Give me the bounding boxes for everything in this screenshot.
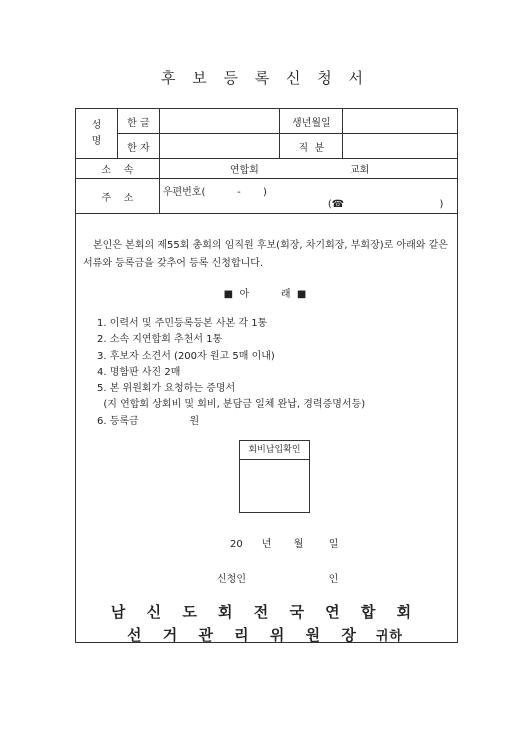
list-item: 2. 소속 지연합회 추천서 1통 (97, 334, 223, 346)
below-heading: ■ 아 래 ■ (223, 289, 307, 300)
hangul-label: 한 글 (117, 109, 159, 134)
federation-label: 연합회 (229, 165, 259, 176)
list-item: 6. 등록금 원 (97, 415, 200, 427)
position-field[interactable] (343, 134, 458, 159)
list-item: 1. 이력서 및 주민등록등본 사본 각 1통 (97, 318, 268, 329)
address-field[interactable] (159, 179, 457, 214)
list-item: 4. 명함판 사진 2매 (97, 366, 181, 378)
phone-field[interactable]: (☎ ) (327, 199, 444, 210)
list-item: 5. 본 위원회가 요청하는 증명서 (97, 383, 236, 395)
application-statement (83, 237, 453, 273)
birth-date-field[interactable] (343, 109, 458, 134)
required-documents-list (97, 316, 365, 430)
addressee-title: 선 거 관 리 위 원 장 (127, 626, 364, 644)
organization-name: 남 신 도 회 전 국 연 합 회 (110, 603, 420, 621)
addressee-suffix: 귀하 (375, 629, 403, 644)
addressee-line (0, 624, 530, 645)
birth-date-label: 생년월일 (280, 109, 343, 134)
hanja-name-field[interactable] (159, 134, 280, 159)
address-label: 주 소 (76, 179, 160, 214)
fee-payment-label: 회비납입확인 (240, 441, 309, 460)
document-title: 후 보 등 록 신 청 서 (160, 69, 370, 87)
zip-code-field[interactable]: 우편번호( - ) (162, 187, 267, 198)
list-item: (지 연합회 상회비 및 회비, 분담금 일체 완납, 경력증명서등) (97, 399, 366, 411)
applicant-info-table (75, 108, 458, 214)
hangul-name-field[interactable] (159, 109, 280, 134)
position-label: 직 분 (280, 134, 343, 159)
affiliation-label: 소 속 (76, 159, 160, 179)
affiliation-field[interactable] (159, 159, 457, 179)
applicant-signature-line: 신청인 인 (217, 574, 339, 585)
hanja-label: 한 자 (117, 134, 159, 159)
date-line: 20 년 월 일 (230, 539, 339, 550)
statement-text: 본인은 본회의 제55회 총회의 임직원 후보(회장, 차기회장, 부회장)로 아래와 같은 서류와 등록금을 갖추어 등록 신청합니다. (83, 240, 448, 269)
church-label: 교회 (349, 165, 370, 176)
list-item: 3. 후보자 소견서 (200자 원고 5매 이내) (97, 350, 275, 362)
fee-payment-confirmation-box[interactable] (239, 440, 310, 513)
name-label: 성 명 (76, 109, 118, 159)
